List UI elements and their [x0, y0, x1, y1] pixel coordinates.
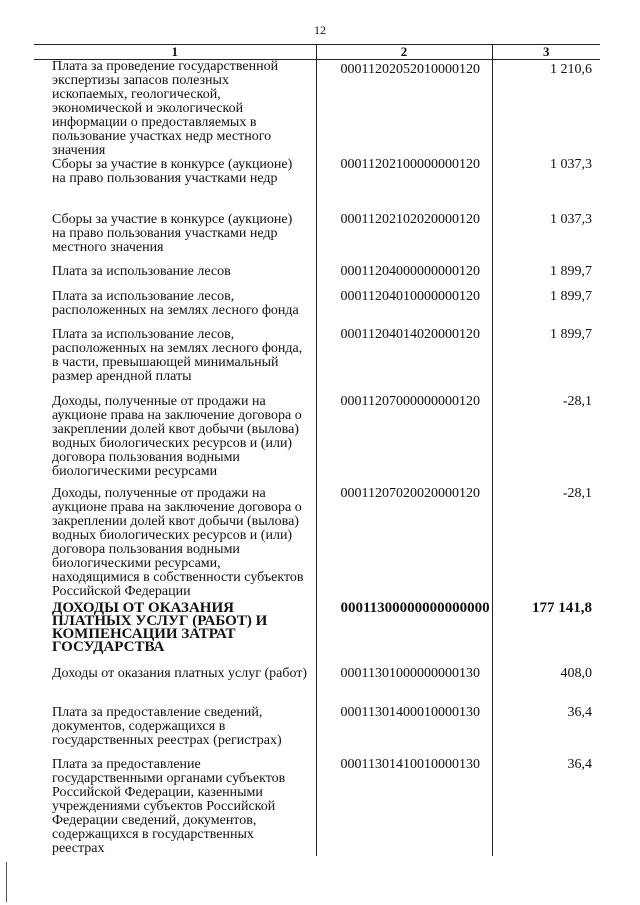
row-amount-cell: 1 899,7: [492, 328, 600, 395]
margin-rule: [6, 862, 7, 902]
row-code-cell: 00011202052010000120: [316, 60, 492, 159]
row-name-cell: Доходы от оказания платных услуг (работ): [52, 666, 308, 681]
row-code-cell: 00011202100000000120: [316, 158, 492, 213]
row-code-cell: 00011204014020000120: [316, 328, 492, 395]
row-amount-cell: -28,1: [492, 395, 600, 487]
table-row: [34, 265, 600, 290]
row-code-cell: 00011204010000000120: [316, 290, 492, 328]
row-name-cell: Доходы, полученные от продажи на аукционе права на заключение договора о закреплении долей квот добычи (вылова) водных биологических ресурсов и (или) договора пользования водными биологическими ресурсами: [52, 394, 302, 479]
row-code-cell: 00011301400010000130: [316, 706, 492, 758]
row-amount-cell: 1 210,6: [492, 60, 600, 159]
table-header-row: [34, 45, 600, 60]
row-amount-cell: 1 899,7: [492, 265, 600, 290]
column-header: 3: [492, 45, 600, 60]
revenue-table: [34, 44, 600, 856]
row-name-cell: Плата за использование лесов, расположенных на землях лесного фонда, в части, превышающей минимальный размер арендной платы: [52, 327, 303, 384]
row-code-cell: 00011301410010000130: [316, 758, 492, 856]
table-row: [34, 667, 600, 706]
column-header: 1: [34, 45, 316, 60]
row-code-cell: 00011207000000000120: [316, 395, 492, 487]
table-row: [34, 60, 600, 159]
row-amount-cell: 1 037,3: [492, 213, 600, 265]
row-name-cell: Плата за использование лесов, расположенных на землях лесного фонда: [52, 289, 299, 318]
row-name-cell: Сборы за участие в конкурсе (аукционе) на право пользования участками недр: [52, 157, 293, 186]
table-row: [34, 213, 600, 265]
row-amount-cell: -28,1: [492, 487, 600, 602]
table-row: [34, 487, 600, 602]
table-row: [34, 758, 600, 856]
row-amount-cell: 177 141,8: [492, 602, 600, 667]
row-name-cell: Плата за предоставление сведений, документов, содержащихся в государственных реестрах (регистрах): [52, 705, 282, 748]
row-name-cell: Плата за использование лесов: [52, 264, 231, 279]
row-amount-cell: 36,4: [492, 758, 600, 856]
table-row: [34, 706, 600, 758]
row-name-cell: Плата за предоставление государственными органами субъектов Российской Федерации, казенными учреждениями субъектов Российской Федерации сведений, документов, содержащихся в государственных реестрах: [52, 757, 286, 856]
table-row: [34, 328, 600, 395]
page-number: 12: [314, 23, 326, 37]
row-name-cell: Плата за проведение государственной экспертизы запасов полезных ископаемых, геологической, экономической и экологической информации о предоставляемых в пользование участках недр местного значения: [52, 59, 279, 158]
row-name-cell: ДОХОДЫ ОТ ОКАЗАНИЯ ПЛАТНЫХ УСЛУГ (РАБОТ) И КОМПЕНСАЦИИ ЗАТРАТ ГОСУДАРСТВА: [52, 600, 268, 655]
row-amount-cell: 1 899,7: [492, 290, 600, 328]
table-row: [34, 395, 600, 487]
row-code-cell: 00011202102020000120: [316, 213, 492, 265]
table-row: [34, 290, 600, 328]
row-code-cell: 00011204000000000120: [316, 265, 492, 290]
row-name-cell: Сборы за участие в конкурсе (аукционе) на право пользования участками недр местного значения: [52, 212, 293, 255]
row-name-cell: Доходы, полученные от продажи на аукционе права на заключение договора о закреплении долей квот добычи (вылова) водных биологических ресурсов и (или) договора пользования водными биологическими ресурсами, находящимися в собственности субъектов Российской Федерации: [52, 486, 304, 599]
row-amount-cell: 408,0: [492, 667, 600, 706]
row-amount-cell: 36,4: [492, 706, 600, 758]
column-header: 2: [316, 45, 492, 60]
table-row: [34, 602, 600, 667]
row-amount-cell: 1 037,3: [492, 158, 600, 213]
row-code-cell: 00011207020020000120: [316, 487, 492, 602]
row-code-cell: 00011300000000000000: [316, 602, 492, 667]
row-code-cell: 00011301000000000130: [316, 667, 492, 706]
table-row: [34, 158, 600, 213]
